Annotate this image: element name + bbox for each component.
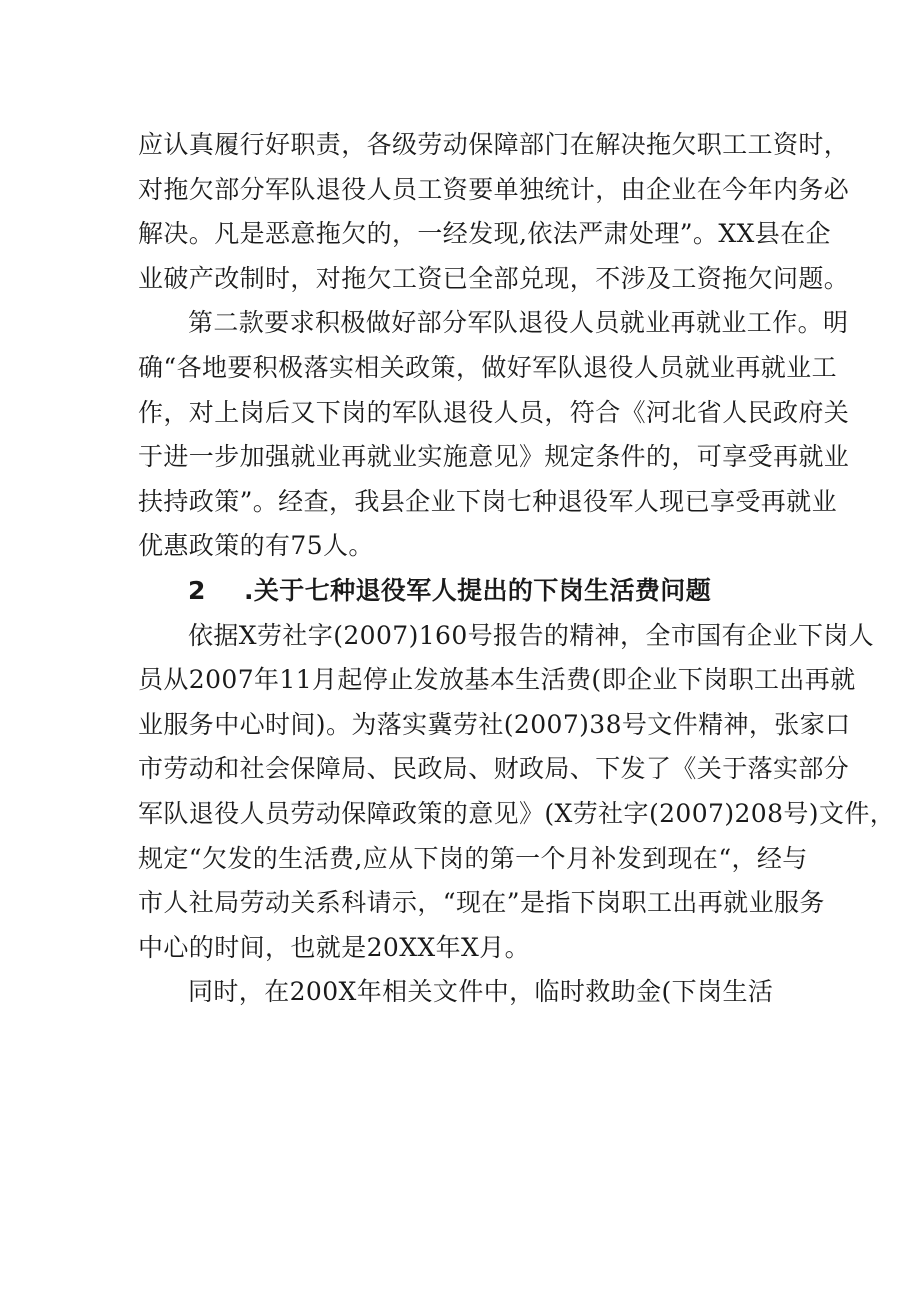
paragraph-line: 中心的时间，也就是20XX年X月。 — [138, 932, 531, 962]
paragraph-line: 第二款要求积极做好部分军队退役人员就业再就业工作。明 — [188, 308, 849, 338]
paragraph-line: 员从2007年11月起停止发放基本生活费(即企业下岗职工出再就 — [138, 665, 856, 695]
paragraph-line: 作，对上岗后又下岗的军队退役人员，符合《河北省人民政府关 — [138, 397, 850, 427]
paragraph-line: 扶持政策”。经查，我县企业下岗七种退役军人现已享受再就业 — [138, 486, 837, 516]
paragraph-line: 依据X劳社字(2007)160号报告的精神，全市国有企业下岗人 — [188, 620, 875, 650]
paragraph-line: 军队退役人员劳动保障政策的意见》(X劳社字(2007)208号)文件， — [138, 798, 896, 828]
paragraph-line: 于进一步加强就业再就业实施意见》规定条件的，可享受再就业 — [138, 442, 850, 472]
section-heading — [138, 569, 788, 614]
paragraph-line: 业破产改制时，对拖欠工资已全部兑现，不涉及工资拖欠问题。 — [138, 263, 850, 293]
document-body — [138, 123, 896, 1015]
paragraph-line: 确“各地要积极落实相关政策，做好军队退役人员就业再就业工 — [138, 352, 837, 382]
paragraph-line: 应认真履行好职责，各级劳动保障部门在解决拖欠职工工资时， — [138, 130, 850, 159]
paragraph-line: 对拖欠部分军队退役人员工资要单独统计，由企业在今年内务必 — [138, 174, 850, 204]
paragraph-line: 解决。凡是恶意拖欠的，一经发现,依法严肃处理”。XX县在企 — [138, 219, 831, 249]
paragraph-line: 业服务中心时间)。为落实冀劳社(2007)38号文件精神，张家口 — [138, 709, 851, 739]
paragraph-line: 市人社局劳动关系科请示，“现在”是指下岗职工出再就业服务 — [138, 888, 825, 918]
section-title: .关于七种退役军人提出的下岗生活费问题 — [244, 575, 712, 605]
paragraph-line: 同时，在200X年相关文件中，临时救助金(下岗生活 — [188, 977, 774, 1007]
paragraph-line: 优惠政策的有75人。 — [138, 531, 374, 561]
paragraph-line: 规定“欠发的生活费,应从下岗的第一个月补发到现在“，经与 — [138, 843, 808, 873]
section-number: 2 — [188, 575, 206, 605]
paragraph-line: 市劳动和社会保障局、民政局、财政局、下发了《关于落实部分 — [138, 754, 850, 784]
